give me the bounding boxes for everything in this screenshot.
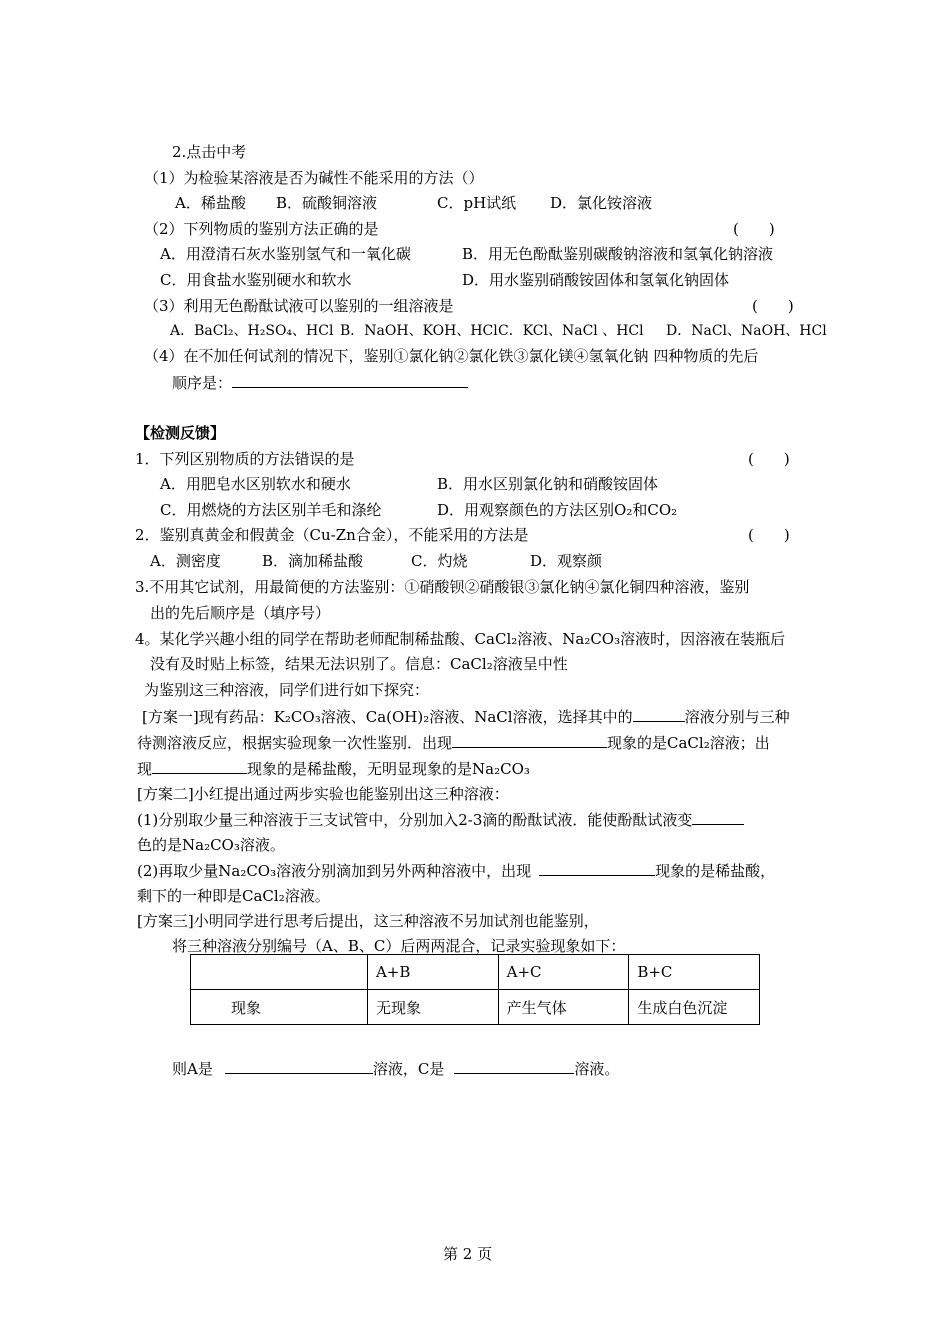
q1-opt-a: A．稀盐酸 [175, 194, 246, 212]
plan1-line1 [142, 706, 790, 727]
fb-q1-answer-paren: ( ) [748, 450, 790, 468]
table-header-bc: B+C [629, 955, 760, 990]
fb-q3-line2: 出的先后顺序是（填序号） [150, 604, 331, 622]
plan2-step1-cont: 色的是Na₂CO₃溶液。 [137, 836, 285, 854]
fb-q2-opt-c: C．灼烧 [411, 552, 468, 570]
answer-text-end: 溶液。 [574, 1060, 620, 1078]
fb-q2-answer-paren: ( ) [748, 526, 790, 544]
plan1-text-a: [方案一]现有药品：K₂CO₃溶液、Ca(OH)₂溶液、NaCl溶液，选择其中的 [142, 708, 633, 726]
fb-q2-opt-d: D．观察颜 [530, 552, 603, 570]
table-header-ac: A+C [498, 955, 629, 990]
q3-opt-d: D．NaCl、NaOH、HCl [666, 323, 827, 339]
plan2-text-a: (1)分别取少量三种溶液于三支试管中，分别加入2-3滴的酚酞试液．能使酚酞试液变 [137, 811, 693, 829]
q3-opt-c: C．KCl、NaCl 、HCl [498, 323, 644, 339]
table-row-label: 现象 [191, 990, 368, 1025]
fb-q1-opt-a: A．用肥皂水区别软水和硬水 [160, 475, 351, 493]
plan1-line2 [137, 732, 770, 753]
plan1-text-d: 现象的是CaCl₂溶液；出 [607, 734, 770, 752]
plan1-text-b: 溶液分别与三种 [684, 708, 790, 726]
q2-answer-paren: ( ) [733, 220, 775, 238]
table-corner-cell [191, 955, 368, 990]
q3-opt-b: B．NaOH、KOH、HCl [340, 323, 498, 339]
plan3-desc: 将三种溶液分别编号（A、B、C）后两两混合，记录实验现象如下： [172, 937, 626, 955]
table-cell-ac: 产生气体 [498, 990, 629, 1025]
plan2-title: [方案二]小红提出通过两步实验也能鉴别出这三种溶液： [137, 785, 509, 803]
q1-opt-b: B．硫酸铜溶液 [276, 194, 378, 212]
plan1-blank-1[interactable] [633, 706, 685, 722]
q1-opt-d: D．氯化铵溶液 [550, 194, 653, 212]
plan1-blank-2[interactable] [452, 732, 607, 748]
plan1-blank-3[interactable] [152, 758, 247, 774]
q4-answer-blank[interactable] [232, 372, 468, 388]
plan2-text-d: 现象的是稀盐酸， [655, 862, 776, 880]
plan3-title: [方案三]小明同学进行思考后提出，这三种溶液不另加试剂也能鉴别， [137, 912, 599, 930]
plan2-text-c: (2)再取少量Na₂CO₃溶液分别滴加到另外两种溶液中，出现 [137, 862, 532, 880]
fb-q1-stem: 1．下列区别物质的方法错误的是 [135, 450, 355, 468]
fb-q1-opt-b: B．用水区别氯化钠和硝酸铵固体 [437, 475, 659, 493]
q2-opt-a: A．用澄清石灰水鉴别氢气和一氧化碳 [160, 245, 411, 263]
fb-q4-line2: 没有及时贴上标签，结果无法识别了。信息：CaCl₂溶液呈中性 [150, 655, 568, 673]
fb-q2-opt-a: A．测密度 [150, 552, 221, 570]
q1-stem: （1）为检验某溶液是否为碱性不能采用的方法（） [144, 169, 484, 187]
table-header-ab: A+B [367, 955, 498, 990]
plan2-step1 [137, 809, 744, 830]
plan1-text-e: 现 [137, 760, 153, 778]
q3-opt-a: A．BaCl₂、H₂SO₄、HCl [170, 323, 334, 339]
q1-opt-c: C．pH试纸 [437, 194, 517, 212]
q4-line1: （4）在不加任何试剂的情况下，鉴别①氯化钠②氯化铁③氯化镁④氢氧化钠 四种物质的先后 [144, 347, 759, 365]
plan2-step2-cont: 剩下的一种即是CaCl₂溶液。 [137, 887, 330, 905]
q2-opt-d: D．用水鉴别硝酸铵固体和氢氧化钠固体 [462, 271, 730, 289]
fb-q3-line1: 3.不用其它试剂，用最简便的方法鉴别：①硝酸钡②硝酸银③氯化钠④氯化铜四种溶液，鉴别 [135, 578, 750, 596]
feedback-heading: 【检测反馈】 [135, 424, 226, 442]
plan1-text-c: 待测溶液反应，根据实验现象一次性鉴别．出现 [137, 734, 453, 752]
answer-blank-a[interactable] [225, 1058, 373, 1074]
plan1-line3 [137, 758, 530, 779]
section-title: 2.点击中考 [172, 143, 247, 161]
fb-q4-line1: 4。某化学兴趣小组的同学在帮助老师配制稀盐酸、CaCl₂溶液、Na₂CO₃溶液时，因溶液在装瓶后 [135, 630, 786, 648]
q2-opt-c: C．用食盐水鉴别硬水和软水 [160, 271, 352, 289]
table-header-row [191, 955, 760, 990]
plan2-blank-2[interactable] [539, 860, 655, 876]
observation-table [190, 954, 760, 1025]
plan2-step2 [137, 860, 775, 881]
table-row [191, 990, 760, 1025]
q2-opt-b: B．用无色酚酞鉴别碳酸钠溶液和氢氧化钠溶液 [462, 245, 774, 263]
plan1-text-f: 现象的是稀盐酸，无明显现象的是Na₂CO₃ [247, 760, 530, 778]
table-cell-ab: 无现象 [367, 990, 498, 1025]
fb-q2-opt-b: B．滴加稀盐酸 [262, 552, 364, 570]
answer-blank-c[interactable] [454, 1058, 574, 1074]
q3-stem: （3）利用无色酚酞试液可以鉴别的一组溶液是 [144, 297, 454, 315]
fb-q1-opt-c: C．用燃烧的方法区别羊毛和涤纶 [160, 501, 382, 519]
answer-text-a: 则A是 [172, 1060, 213, 1078]
q2-stem: （2）下列物质的鉴别方法正确的是 [144, 220, 379, 238]
table-cell-bc: 生成白色沉淀 [629, 990, 760, 1025]
q4-line2 [172, 372, 468, 393]
fb-q2-stem: 2．鉴别真黄金和假黄金（Cu-Zn合金），不能采用的方法是 [135, 526, 529, 544]
q4-prompt: 顺序是： [172, 374, 233, 392]
fb-q1-opt-d: D．用观察颜色的方法区别O₂和CO₂ [437, 501, 678, 519]
fb-q4-line3: 为鉴别这三种溶液，同学们进行如下探究： [144, 681, 430, 699]
answer-line [172, 1058, 619, 1079]
plan2-blank-1[interactable] [692, 809, 744, 825]
page-number: 第 2 页 [443, 1245, 493, 1263]
answer-text-c: 溶液，C是 [372, 1060, 445, 1078]
q3-answer-paren: ( ) [752, 297, 794, 315]
